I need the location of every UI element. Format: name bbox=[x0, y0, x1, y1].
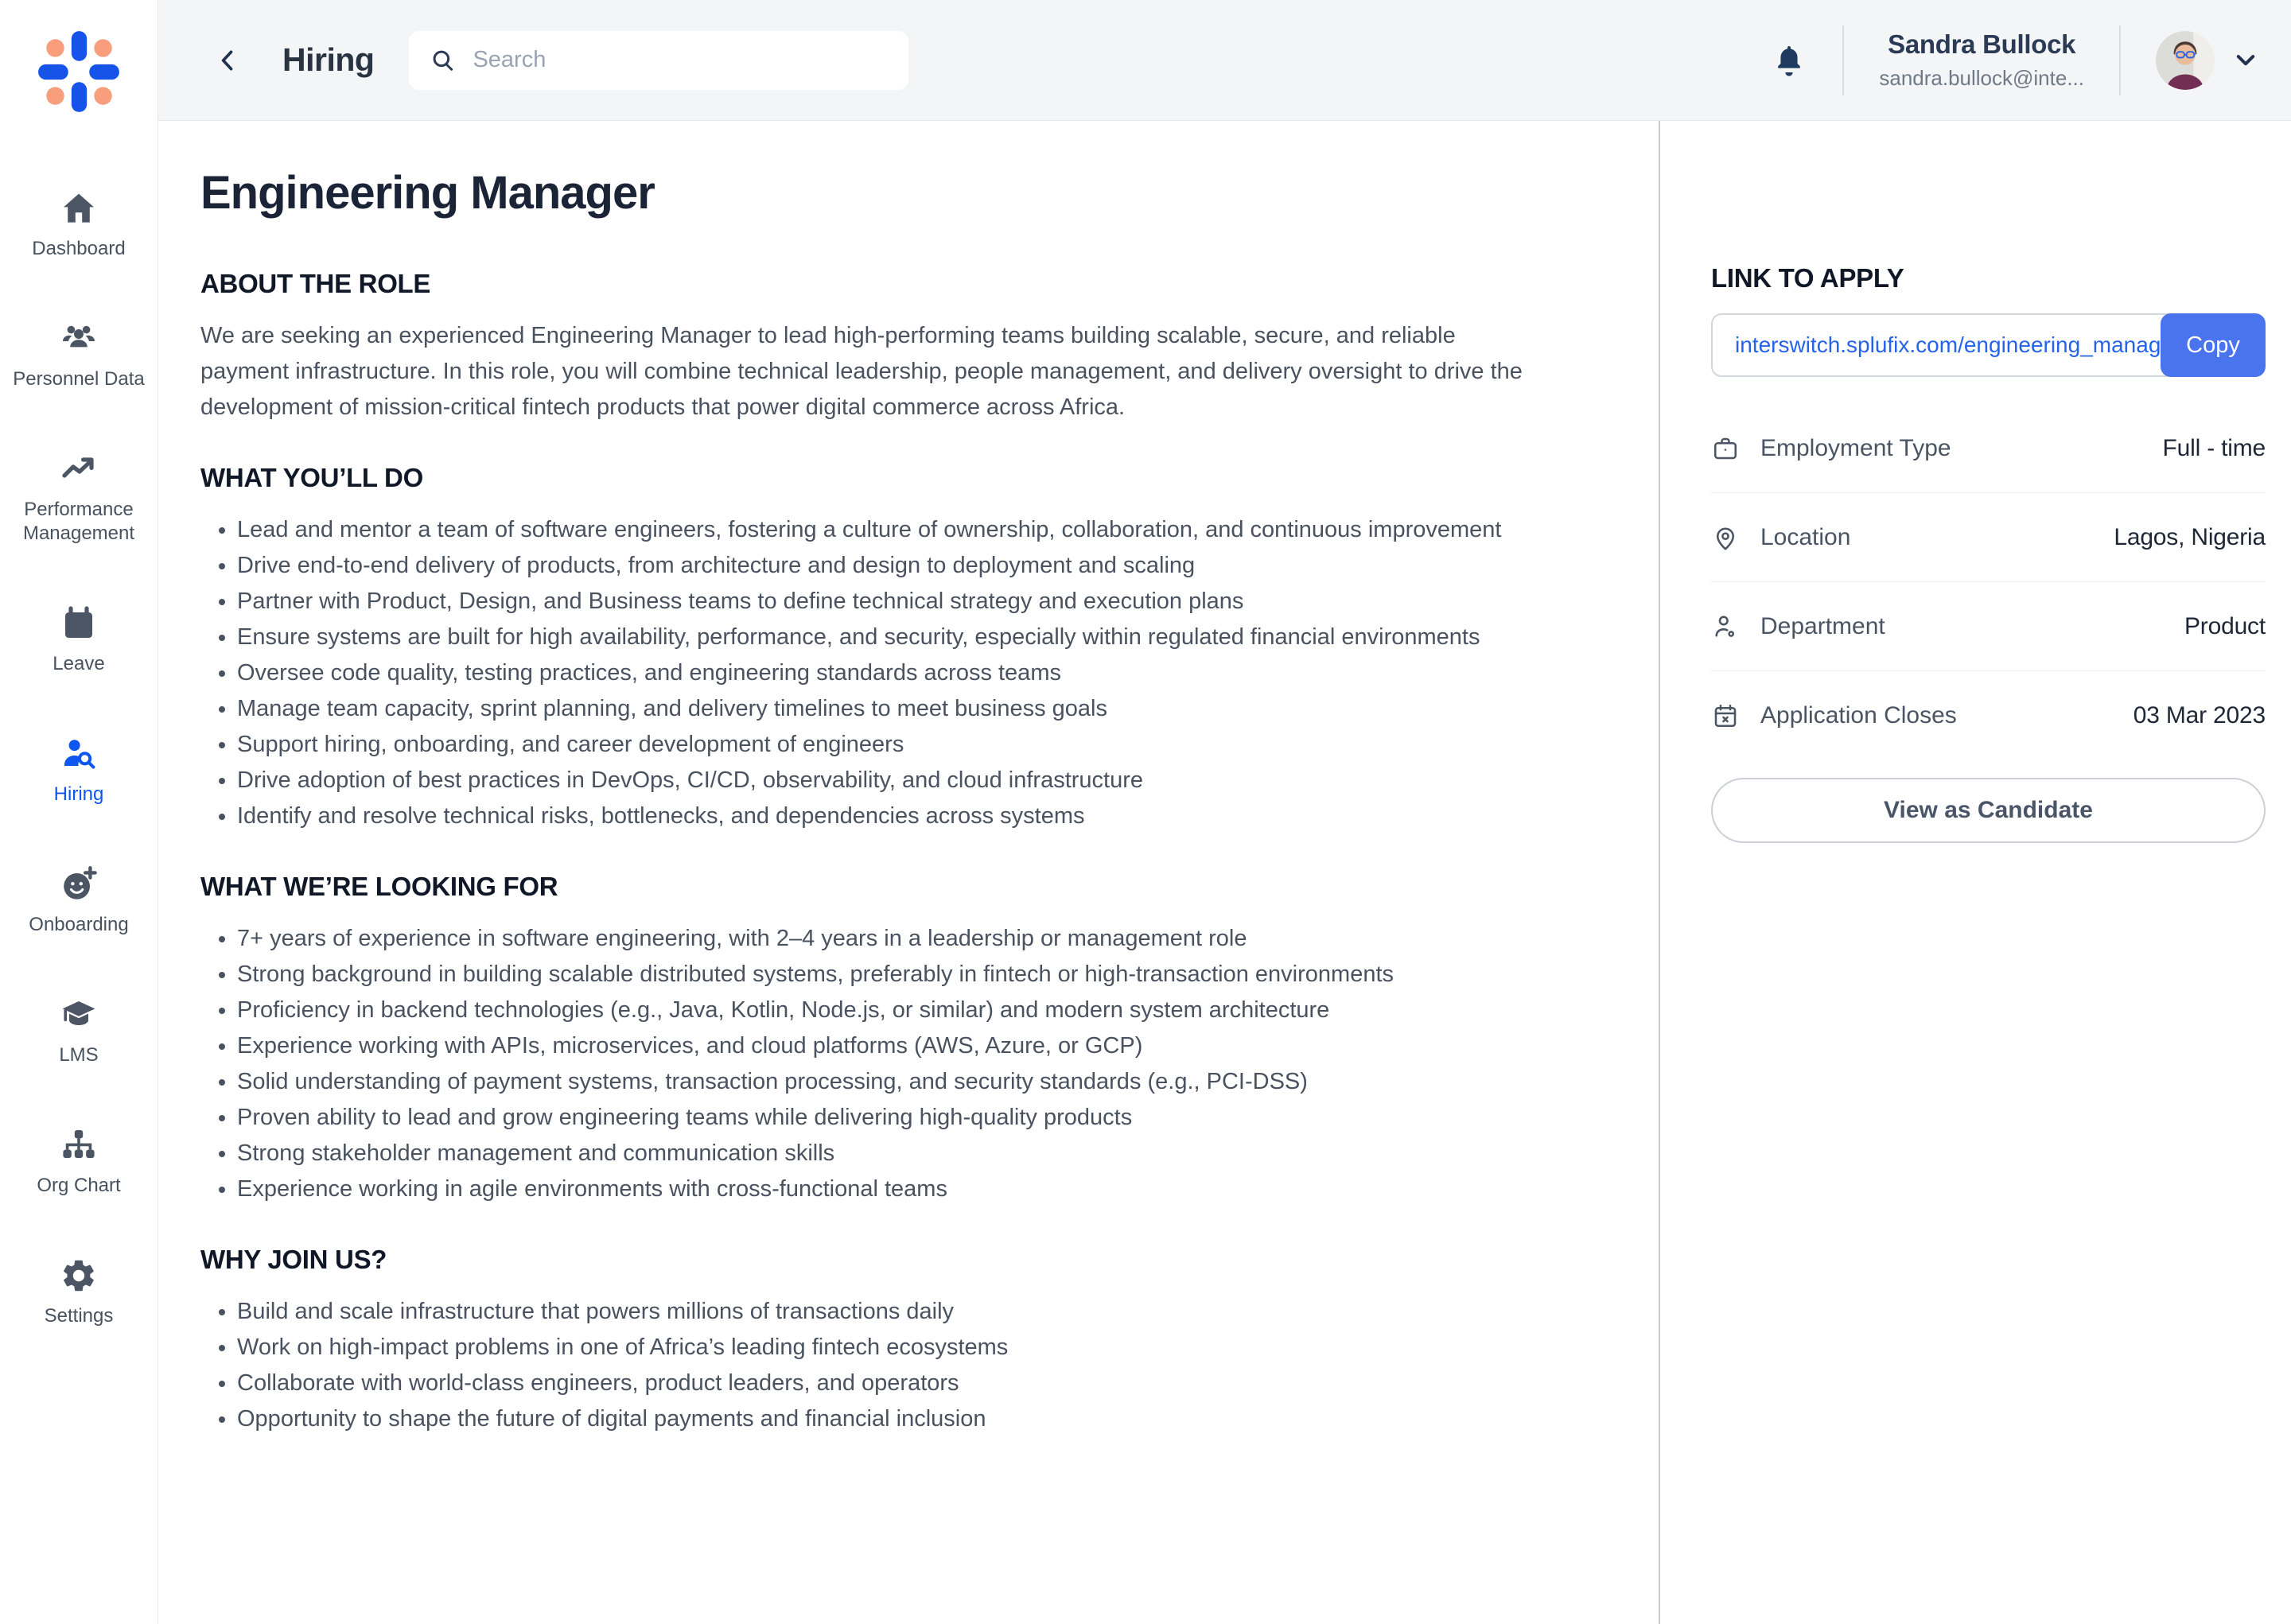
section-heading-looking-for: WHAT WE’RE LOOKING FOR bbox=[200, 872, 558, 901]
avatar[interactable] bbox=[2156, 31, 2215, 90]
view-as-candidate-button[interactable]: View as Candidate bbox=[1711, 778, 2266, 843]
person-icon bbox=[1711, 612, 1740, 641]
list-item: • Proficiency in backend technologies (e.g., Java, Kotlin, Node.js, or similar) and modern system architecture bbox=[237, 993, 1521, 1028]
calendar-x-icon bbox=[1711, 701, 1740, 730]
sidebar-item-settings[interactable] bbox=[0, 1257, 158, 1328]
list-item: • Experience working with APIs, microservices, and cloud platforms (AWS, Azure, or GCP) bbox=[237, 1028, 1521, 1064]
sidebar-item-label: Settings bbox=[44, 1305, 114, 1327]
chevron-down-icon[interactable] bbox=[2232, 47, 2259, 74]
sidebar bbox=[0, 0, 158, 1624]
detail-value: 03 Mar 2023 bbox=[2133, 702, 2266, 728]
list-item: • Opportunity to shape the future of digital payments and financial inclusion bbox=[237, 1401, 1521, 1437]
list-item: • Strong stakeholder management and communication skills bbox=[237, 1136, 1521, 1171]
looking-for-list bbox=[200, 921, 1521, 1207]
list-item: • Ensure systems are built for high availability, performance, and security, especially within regulated financial environments bbox=[237, 620, 1521, 655]
topbar-divider bbox=[2119, 25, 2121, 95]
sidebar-item-label: Leave bbox=[53, 653, 105, 674]
sidebar-item-label: Performance Management bbox=[22, 499, 135, 544]
link-to-apply-heading: LINK TO APPLY bbox=[1711, 263, 1904, 293]
briefcase-icon bbox=[1711, 434, 1740, 463]
copy-button[interactable]: Copy bbox=[2161, 313, 2266, 377]
sidebar-item-performance-management[interactable] bbox=[0, 450, 158, 546]
detail-label: Application Closes bbox=[1760, 702, 1957, 728]
org-chart-icon bbox=[60, 1126, 98, 1164]
list-item: • Oversee code quality, testing practices, and engineering standards across teams bbox=[237, 655, 1521, 691]
user-email: sandra.bullock@inte... bbox=[1879, 66, 2084, 90]
sidebar-item-label: LMS bbox=[59, 1044, 99, 1066]
detail-value: Product bbox=[2184, 612, 2266, 639]
sidebar-item-dashboard[interactable] bbox=[0, 189, 158, 261]
sidebar-item-onboarding[interactable] bbox=[0, 865, 158, 937]
people-icon bbox=[60, 320, 98, 358]
job-title: Engineering Manager bbox=[200, 167, 655, 219]
location-pin-icon bbox=[1711, 523, 1740, 552]
list-item: • Lead and mentor a team of software engineers, fostering a culture of ownership, collaboration, and continuous improvement bbox=[237, 512, 1521, 548]
sidebar-item-label: Org Chart bbox=[37, 1175, 121, 1196]
section-heading-about: ABOUT THE ROLE bbox=[200, 269, 431, 298]
apply-link-group bbox=[1711, 313, 2266, 377]
topbar-divider bbox=[1842, 25, 1844, 95]
calendar-icon bbox=[60, 604, 98, 643]
detail-value: Full - time bbox=[2162, 434, 2266, 461]
sidebar-item-label: Dashboard bbox=[32, 238, 126, 259]
user-menu[interactable] bbox=[1879, 29, 2084, 91]
notifications-bell-icon[interactable] bbox=[1771, 42, 1807, 79]
list-item: • 7+ years of experience in software engineering, with 2–4 years in a leadership or management role bbox=[237, 921, 1521, 957]
home-icon bbox=[60, 189, 98, 227]
sidebar-item-leave[interactable] bbox=[0, 604, 158, 676]
section-heading-why-join: WHY JOIN US? bbox=[200, 1245, 387, 1274]
detail-row-department bbox=[1711, 582, 2266, 671]
splufix-logo[interactable] bbox=[34, 27, 123, 116]
list-item: • Work on high-impact problems in one of Africa’s leading fintech ecosystems bbox=[237, 1330, 1521, 1366]
list-item: • Collaborate with world-class engineers, product leaders, and operators bbox=[237, 1366, 1521, 1401]
job-detail-panel bbox=[159, 122, 1659, 1624]
sidebar-item-personnel-data[interactable] bbox=[0, 320, 158, 391]
job-details bbox=[1711, 404, 2266, 760]
list-item: • Drive adoption of best practices in DevOps, CI/CD, observability, and cloud infrastructure bbox=[237, 763, 1521, 798]
user-name: Sandra Bullock bbox=[1888, 29, 2076, 59]
sidebar-item-lms[interactable] bbox=[0, 996, 158, 1067]
search-box[interactable] bbox=[409, 31, 908, 90]
search-input[interactable] bbox=[473, 47, 888, 73]
list-item: • Solid understanding of payment systems, transaction processing, and security standards (e.g., PCI-DSS) bbox=[237, 1064, 1521, 1100]
what-youll-do-list bbox=[200, 512, 1521, 834]
about-paragraph: We are seeking an experienced Engineering Manager to lead high-performing teams building scalable, secure, and reliable payment infrastructure. In this role, you will combine technical leadership, people management, and delivery oversight to drive the development of mission-critical fintech products that power digital commerce across Africa. bbox=[200, 323, 1523, 420]
gear-icon bbox=[60, 1257, 98, 1295]
sidebar-item-label: Hiring bbox=[53, 783, 104, 805]
list-item: • Identify and resolve technical risks, bottlenecks, and dependencies across systems bbox=[237, 798, 1521, 834]
detail-label: Employment Type bbox=[1760, 434, 1951, 461]
graduation-cap-icon bbox=[60, 996, 98, 1034]
detail-label: Department bbox=[1760, 612, 1885, 639]
detail-row-application-closes bbox=[1711, 671, 2266, 760]
section-heading-what-youll-do: WHAT YOU’LL DO bbox=[200, 463, 423, 492]
why-join-list bbox=[200, 1294, 1521, 1437]
detail-label: Location bbox=[1760, 523, 1851, 550]
person-search-icon bbox=[60, 735, 98, 773]
list-item: • Build and scale infrastructure that powers millions of transactions daily bbox=[237, 1294, 1521, 1330]
list-item: • Support hiring, onboarding, and career development of engineers bbox=[237, 727, 1521, 763]
list-item: • Manage team capacity, sprint planning, and delivery timelines to meet business goals bbox=[237, 691, 1521, 727]
trending-up-icon bbox=[60, 450, 98, 488]
detail-row-location bbox=[1711, 493, 2266, 582]
avatar-image bbox=[2156, 31, 2215, 90]
smiley-plus-icon bbox=[60, 865, 98, 903]
sidebar-item-org-chart[interactable] bbox=[0, 1126, 158, 1198]
sidebar-item-label: Personnel Data bbox=[13, 368, 145, 390]
detail-value: Lagos, Nigeria bbox=[2114, 523, 2266, 550]
sidebar-nav bbox=[0, 189, 158, 1328]
list-item: • Experience working in agile environments with cross-functional teams bbox=[237, 1171, 1521, 1207]
list-item: • Strong background in building scalable distributed systems, preferably in fintech or high-transaction environments bbox=[237, 957, 1521, 993]
apply-panel bbox=[1660, 121, 2291, 1624]
search-icon bbox=[430, 47, 457, 74]
back-button[interactable] bbox=[212, 45, 244, 76]
page-title: Hiring bbox=[282, 41, 375, 78]
detail-row-employment-type bbox=[1711, 404, 2266, 493]
list-item: • Partner with Product, Design, and Business teams to define technical strategy and execution plans bbox=[237, 584, 1521, 620]
list-item: • Drive end-to-end delivery of products, from architecture and design to deployment and scaling bbox=[237, 548, 1521, 584]
list-item: • Proven ability to lead and grow engineering teams while delivering high-quality products bbox=[237, 1100, 1521, 1136]
chevron-left-icon bbox=[215, 47, 242, 74]
sidebar-item-hiring[interactable] bbox=[0, 735, 158, 806]
sidebar-item-label: Onboarding bbox=[29, 914, 129, 935]
apply-link-input[interactable] bbox=[1711, 313, 2171, 377]
topbar bbox=[158, 0, 2291, 121]
